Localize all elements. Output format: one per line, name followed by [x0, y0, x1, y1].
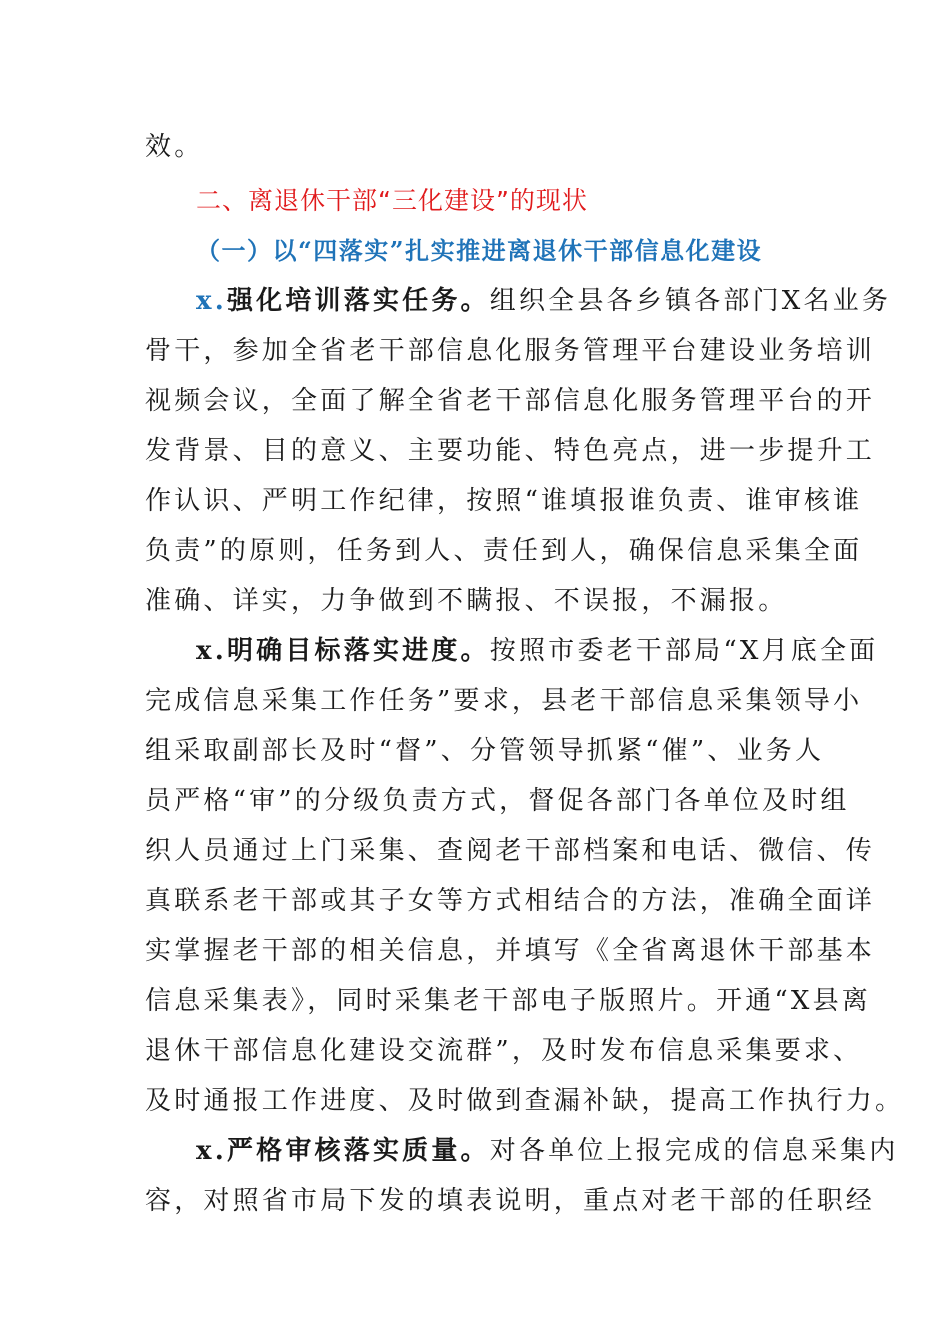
text-line: 实掌握老干部的相关信息，并填写《全省离退休干部基本 [145, 936, 876, 966]
text-line: 员严格“审”的分级负责方式，督促各部门各单位及时组 [145, 786, 850, 816]
text-line: 完成信息采集工作任务”要求，县老干部信息采集领导小 [145, 686, 863, 716]
paragraph-3-title: x.严格审核落实质量。 [196, 1136, 490, 1166]
paragraph-2-first-line [196, 634, 879, 668]
text-line: 真联系老干部或其子女等方式相结合的方法，准确全面详 [145, 886, 876, 916]
paragraph-2-text: 按照市委老干部局“X月底全面 [489, 636, 879, 666]
text-line: 视频会议，全面了解全省老干部信息化服务管理平台的开 [145, 386, 876, 416]
text-line: 退休干部信息化建设交流群”，及时发布信息采集要求、 [145, 1036, 863, 1066]
paragraph-1-title: 强化培训落实任务。 [226, 286, 490, 316]
text-line: 准确、详实，力争做到不瞒报、不误报，不漏报。 [145, 586, 788, 616]
text-line: 及时通报工作进度、及时做到查漏补缺，提高工作执行力。 [145, 1086, 905, 1116]
paragraph-1-first-line [196, 284, 892, 318]
text-line: 织人员通过上门采集、查阅老干部档案和电话、微信、传 [145, 836, 876, 866]
text-line: 负责”的原则，任务到人、责任到人，确保信息采集全面 [145, 536, 863, 566]
paragraph-2-title: x.明确目标落实进度。 [196, 636, 490, 666]
paragraph-3-text: 对各单位上报完成的信息采集内 [489, 1136, 899, 1166]
text-line: 效。 [145, 132, 204, 162]
section-heading: 二、离退休干部“三化建设”的现状 [196, 186, 588, 215]
text-line: 信息采集表》，同时采集老干部电子版照片。开通“X县离 [145, 986, 872, 1016]
paragraph-1-number: x. [196, 286, 227, 316]
paragraph-1-text: 组织全县各乡镇各部门X名业务 [489, 286, 892, 316]
subsection-heading: （一）以“四落实”扎实推进离退休干部信息化建设 [196, 236, 763, 265]
text-line: 作认识、严明工作纪律，按照“谁填报谁负责、谁审核谁 [145, 486, 863, 516]
text-line: 组采取副部长及时“督”、分管领导抓紧“催”、业务人 [145, 736, 825, 766]
text-line: 发背景、目的意义、主要功能、特色亮点，进一步提升工 [145, 436, 876, 466]
paragraph-3-first-line [196, 1134, 899, 1168]
text-line: 容，对照省市局下发的填表说明，重点对老干部的任职经 [145, 1186, 876, 1216]
text-line: 骨干，参加全省老干部信息化服务管理平台建设业务培训 [145, 336, 876, 366]
